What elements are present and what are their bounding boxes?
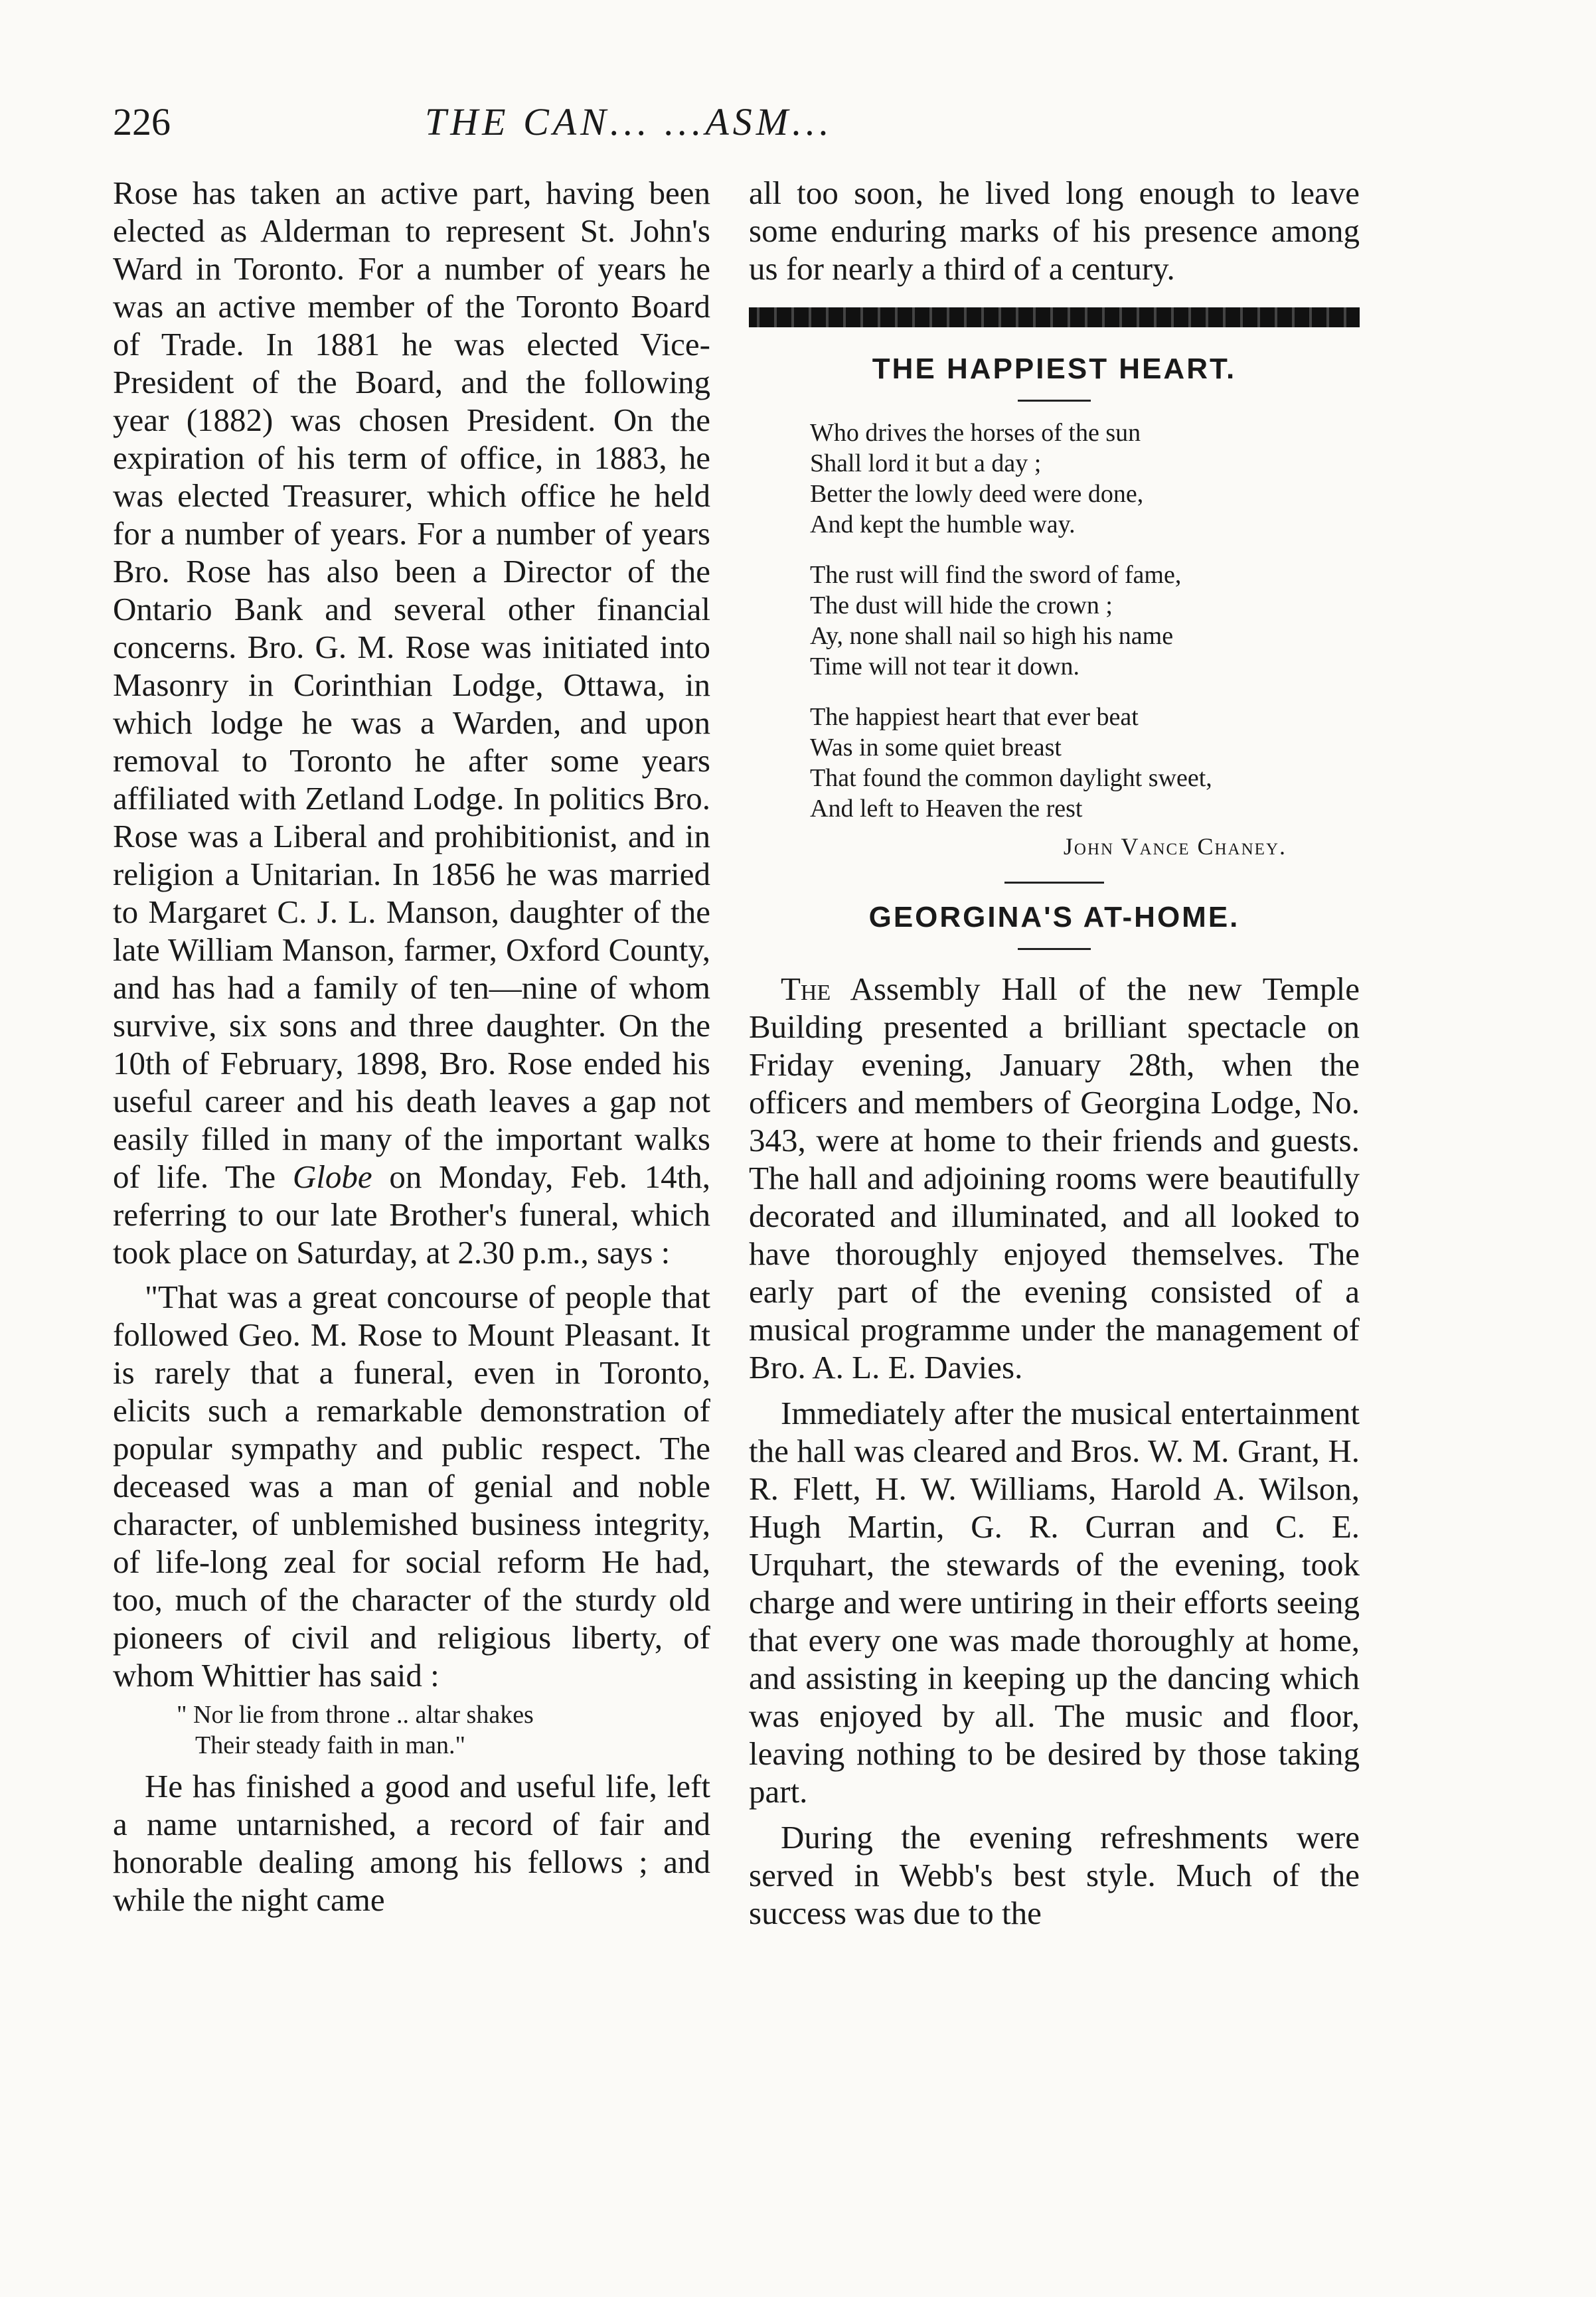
poem-stanza: The happiest heart that ever beat Was in some quiet breast That found the common daylight sweet, And left to Heaven the rest [810,703,1212,823]
whittier-verse [177,1700,710,1761]
closing-paragraph: He has finished a good and useful life, left a name untarnished, a record of fair and honorable dealing among his fellows ; and while the night came [113,1768,710,1918]
article-title: GEORGINA'S AT-HOME. [868,901,1240,933]
decorative-divider [749,307,1360,327]
right-column [749,174,1360,1932]
continuation-paragraph: all too soon, he lived long enough to leave some enduring marks of his presence among us for nearly a third of a century. [749,175,1360,287]
article-paragraph: The Assembly Hall of the new Temple Building presented a brilliant spectacle on Friday evening, January 28th, when the officers and members of Georgina Lodge, No. 343, were at home to their friends and guests. The hall and adjoining rooms were beautifully decorated and illuminated, and all looked to have thoroughly enjoyed themselves. The early part of the evening consisted of a musical programme under the management of Bro. A. L. E. Davies. [749,971,1360,1386]
poem-stanza: The rust will find the sword of fame, The dust will hide the crown ; Ay, none shall nail so high his name Time will not tear it down. [810,561,1182,680]
article-paragraph: Immediately after the musical entertainment the hall was cleared and Bros. W. M. Grant, H. R. Flett, H. W. Williams, Harold A. Wilson, Hugh Martin, G. R. Curran and C. E. Urquhart, the stewards of the evening, took charge and were untiring in their efforts seeing that every one was made thoroughly at home, and assisting in keeping up the dancing which was enjoyed by all. The music and floor, leaving nothing to be desired by those taking part. [749,1395,1360,1810]
running-title: THE CAN... ...ASM... [425,100,833,143]
biography-paragraph: Rose has taken an active part, having been elected as Alderman to represent St. John's Ward in Toronto. For a number of years he was an active member of the Toronto Board of Trade. In 1881 he was elected Vice-President of the Board, and the following year (1882) was chosen President. On the expiration of his term of office, in 1883, he was elected Treasurer, which office he held for a number of years. For a number of years Bro. Rose has also been a Director of the Ontario Bank and several other financial concerns. Bro. G. M. Rose was initiated into Masonry in Corinthian Lodge, Ottawa, in which lodge he was a Warden, and upon removal to Toronto he after some years affiliated with Zetland Lodge. In politics Bro. Rose was a Liberal and prohibitionist, and in religion a Unitarian. In 1856 he was married to Margaret C. J. L. Manson, daughter of the late William Manson, farmer, Oxford County, and has had a family of ten—nine of whom survive, six sons and three daughter. On the 10th of February, 1898, Bro. Rose ended his useful career and his death leaves a gap not easily filled in many of the important walks of life. The Globe on Monday, Feb. 14th, referring to our late Brother's funeral, which took place on Saturday, at 2.30 p.m., says : [113,175,711,1271]
page-header [113,100,1361,159]
globe-title: Globe [292,1158,372,1195]
section-rule [1004,882,1104,884]
verse-line: " Nor lie from throne .. altar shakes [177,1701,534,1729]
article-paragraph: During the evening refreshments were served in Webb's best style. Much of the success was due to the [749,1819,1360,1931]
poem-title: THE HAPPIEST HEART. [872,353,1237,385]
title-rule [1018,948,1091,950]
poem-stanza: Who drives the horses of the sun Shall lord it but a day ; Better the lowly deed were done, And kept the humble way. [810,419,1144,538]
poem [810,418,1360,824]
poem-author: John Vance Chaney. [1063,833,1287,860]
globe-quote-paragraph: "That was a great concourse of people that followed Geo. M. Rose to Mount Pleasant. It is rarely that a funeral, even in Toronto, elicits such a remarkable demonstration of popular sympathy and public respect. The deceased was a man of genial and noble character, of unblemished business integrity, of life-long zeal for social reform He had, too, much of the character of the sturdy old pioneers of civil and religious liberty, of whom Whittier has said : [113,1279,710,1694]
title-rule [1018,400,1091,402]
left-column [113,174,710,1919]
page-number: 226 [113,100,171,143]
verse-line: Their steady faith in man." [195,1731,465,1759]
